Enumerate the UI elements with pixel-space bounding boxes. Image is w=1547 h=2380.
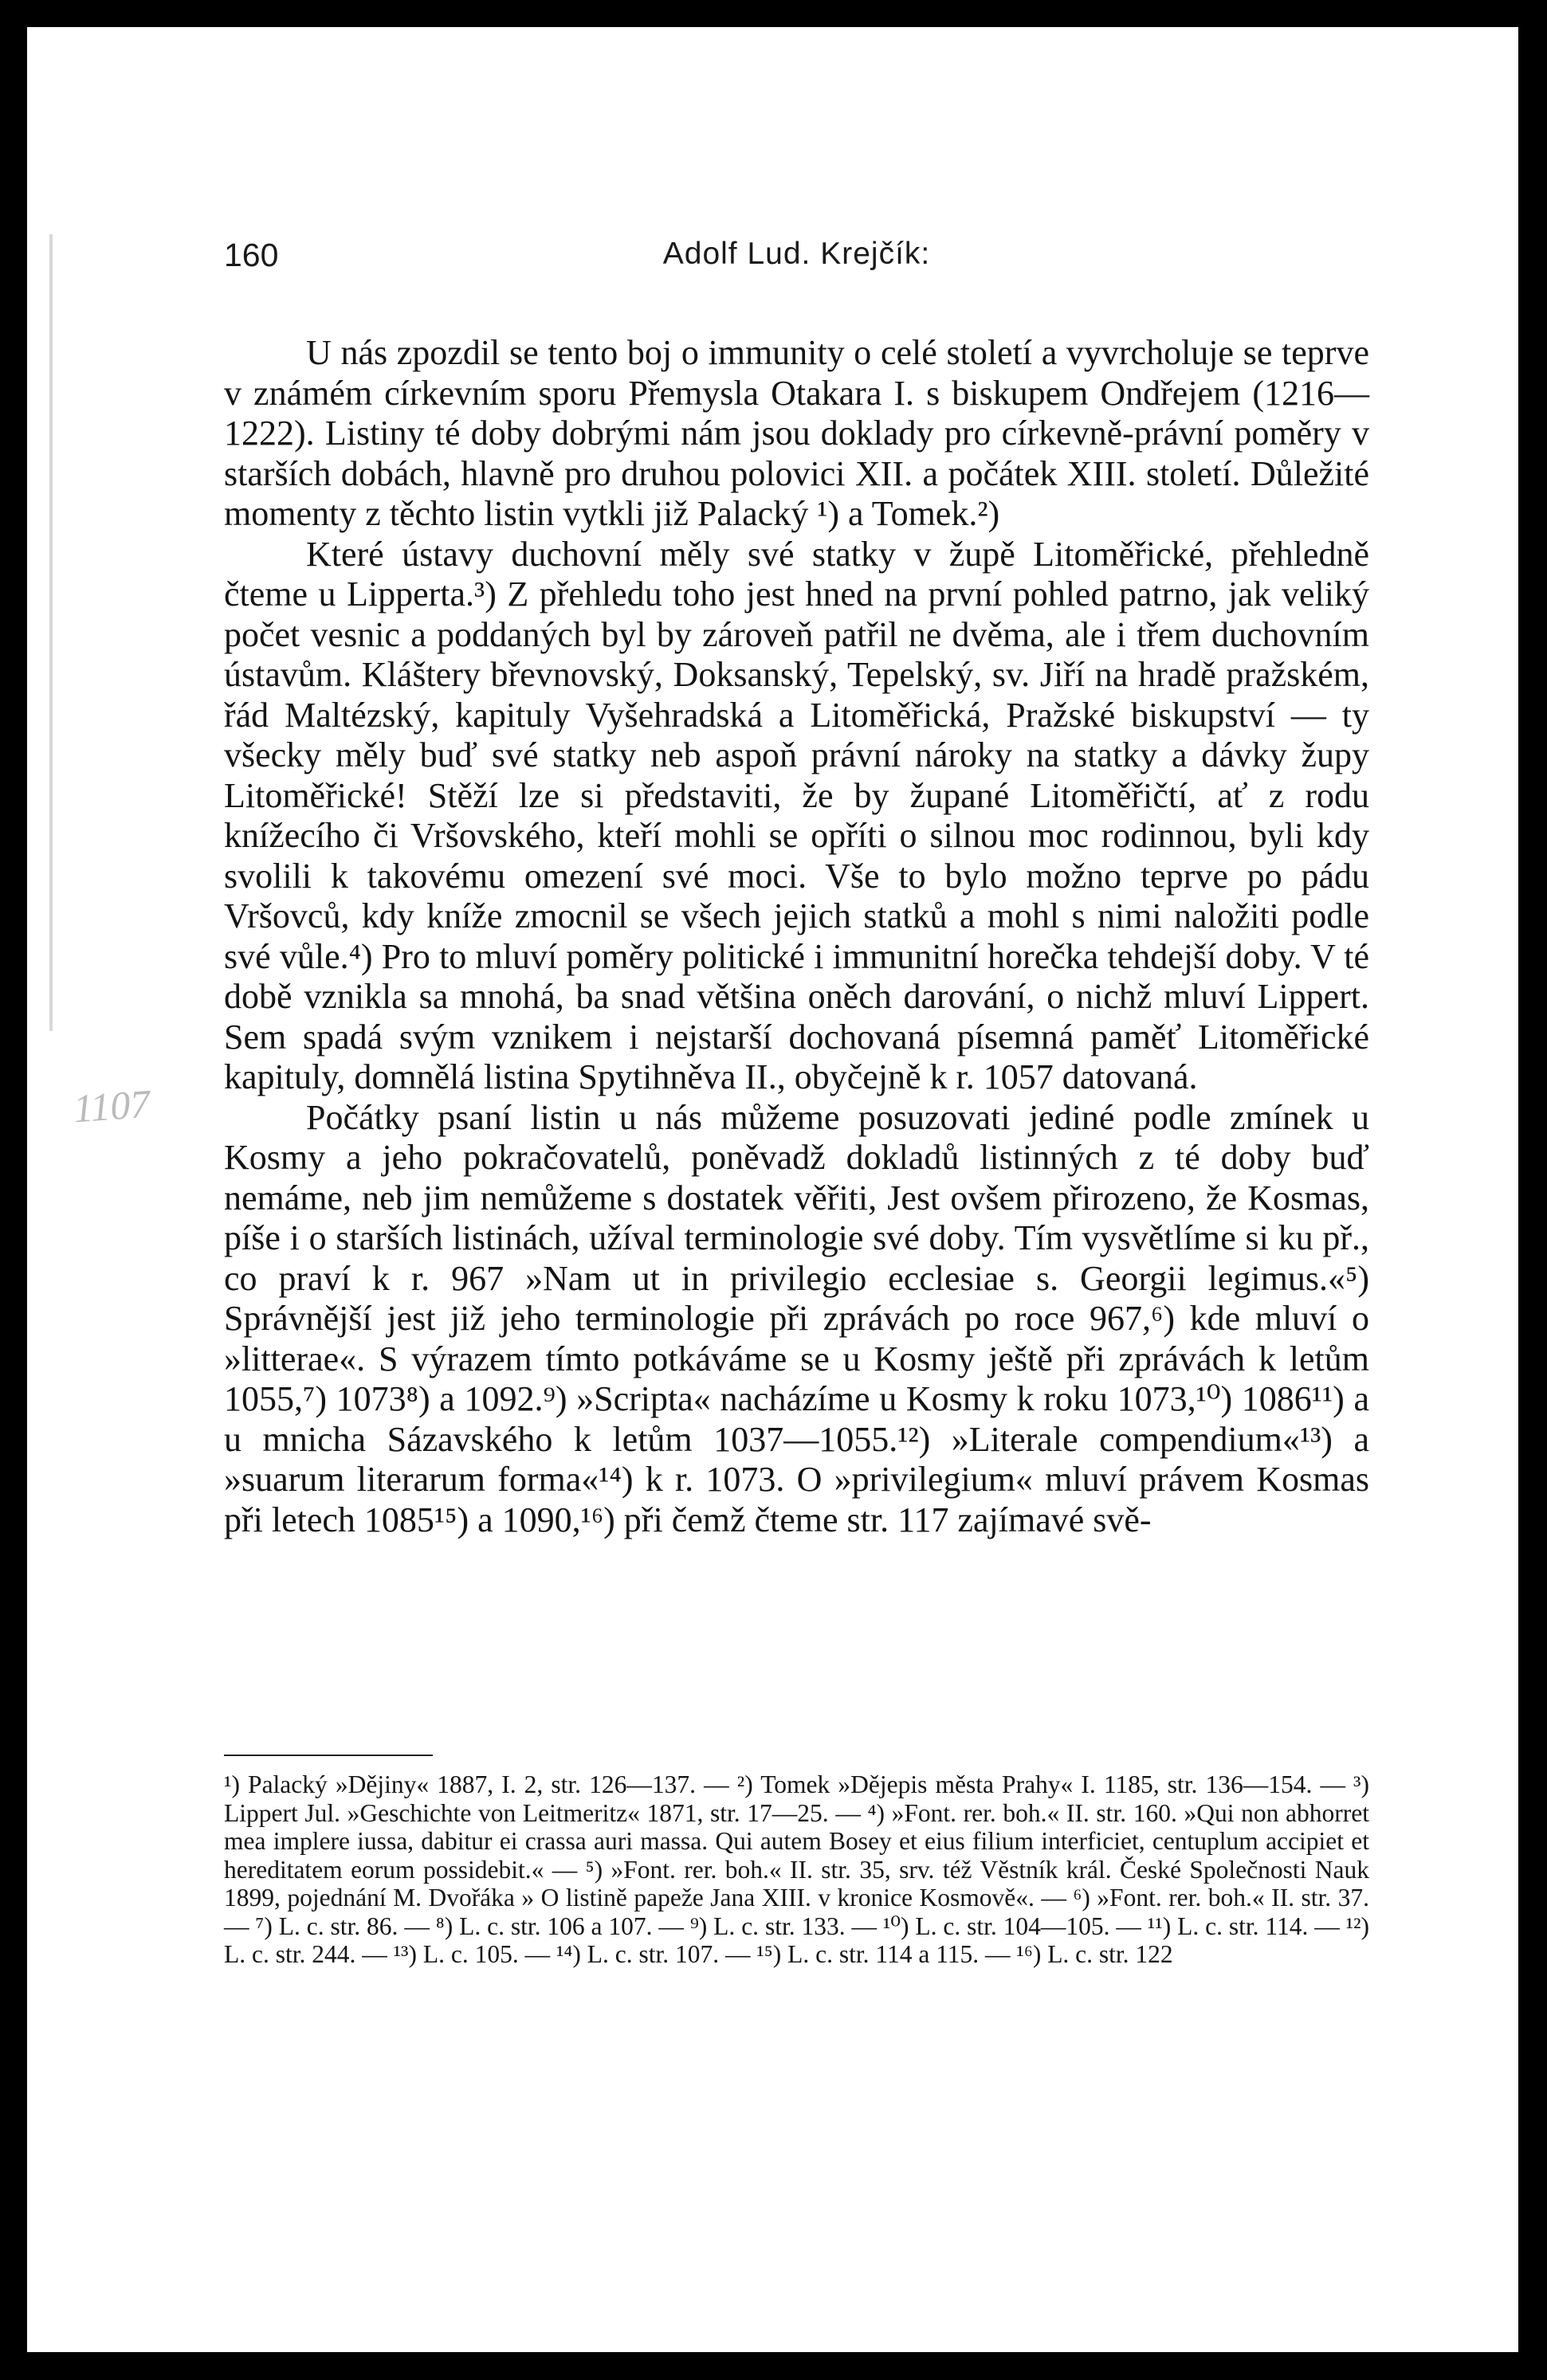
page-edge-mark [49,234,53,1031]
page-number: 160 [224,237,279,273]
paragraph-3: Počátky psaní listin u nás můžeme posuzovati jediné podle zmínek u Kosmy a jeho pokračovatelů, poněvadž dokladů listinných z té doby buď nemáme, neb jim nemůžeme s dostatek věřiti, Jest ovšem přirozeno, že Kosmas, píše i o starších listinách, užíval terminologie své doby. Tím vysvětlíme si ku př., co praví k r. 967 »Nam ut in privilegio ecclesiae s. Georgii legimus.«⁵) Správnější jest již jeho terminologie při zprávách po roce 967,⁶) kde mluví o »litterae«. S výrazem tímto potkáváme se u Kosmy ještě při zprávách k letům 1055,⁷) 1073⁸) a 1092.⁹) »Scripta« nacházíme u Kosmy k roku 1073,¹⁰) 1086¹¹) a u mnicha Sázavského k letům 1037—1055.¹²) »Literale compendium«¹³) a »suarum literarum forma«¹⁴) k r. 1073. O »privilegium« mluví právem Kosmas při letech 1085¹⁵) a 1090,¹⁶) při čemž čteme str. 117 zajímavé svě- [224,1097,1369,1539]
pencil-margin-note: 1107 [72,1080,152,1131]
book-page [27,27,1518,2352]
running-header [224,237,1369,288]
footnote-separator [224,1755,433,1756]
paragraph-1: U nás zpozdil se tento boj o immunity o celé století a vyvrcholuje se teprve v známém církevním sporu Přemysla Otakara I. s biskupem Ondřejem (1216—1222). Listiny té doby dobrými nám jsou doklady pro církevně-právní poměry v starších dobách, hlavně pro druhou polovici XII. a počátek XIII. století. Důležité momenty z těchto listin vytkli již Palacký ¹) a Tomek.²) [224,333,1369,533]
body-text [224,333,1369,1540]
paragraph-2: Které ústavy duchovní měly své statky v župě Litoměřické, přehledně čteme u Lipperta.³) Z přehledu toho jest hned na první pohled patrno, jak veliký počet vesnic a poddaných byl by zároveň patřil ne dvěma, ale i třem duchovním ústavům. Kláštery břevnovský, Doksanský, Tepelský, sv. Jiří na hradě pražském, řád Maltézský, kapituly Vyšehradská a Litoměřická, Pražské biskupství — ty všecky měly buď své statky neb aspoň právní nároky na statky a dávky župy Litoměřické! Stěží lze si představiti, že by župané Litoměřičtí, ať z rodu knížecího či Vršovského, kteří mohli se opříti o silnou moc rodinnou, byli kdy svolili k takovému omezení své moci. Vše to bylo možno teprve po pádu Vršovců, kdy kníže zmocnil se všech jejich statků a mohl s nimi naložiti podle své vůle.⁴) Pro to mluví poměry politické i immunitní horečka tehdejší doby. V té době vznikla sa mnohá, ba snad většina oněch darování, o nichž mluví Lippert. Sem spadá svým vznikem i nejstarší dochovaná písemná paměť Litoměřické kapituly, domnělá listina Spytihněva II., obyčejně k r. 1057 datovaná. [224,534,1369,1096]
footnotes: ¹) Palacký »Dějiny« 1887, I. 2, str. 126—137. — ²) Tomek »Dějepis města Prahy« I. 1185, str. 136—154. — ³) Lippert Jul. »Geschichte von Leitmeritz« 1871, str. 17—25. — ⁴) »Font. rer. boh.« II. str. 160. »Qui non abhorret mea implere iussa, dabitur ei crassa auri massa. Qui autem Bosey et eius filium interficiet, centuplum accipiet et hereditatem eorum possidebit.« — ⁵) »Font. rer. boh.« II. str. 35, srv. též Věstník král. České Společnosti Nauk 1899, pojednání M. Dvořáka » O listině papeže Jana XIII. v kronice Kosmově«. — ⁶) »Font. rer. boh.« II. str. 37. — ⁷) L. c. str. 86. — ⁸) L. c. str. 106 a 107. — ⁹) L. c. str. 133. — ¹⁰) L. c. str. 104—105. — ¹¹) L. c. str. 114. — ¹²) L. c. str. 244. — ¹³) L. c. 105. — ¹⁴) L. c. str. 107. — ¹⁵) L. c. str. 114 a 115. — ¹⁶) L. c. str. 122 [224,1770,1369,1968]
running-title: Adolf Lud. Krejčík: [662,237,931,271]
